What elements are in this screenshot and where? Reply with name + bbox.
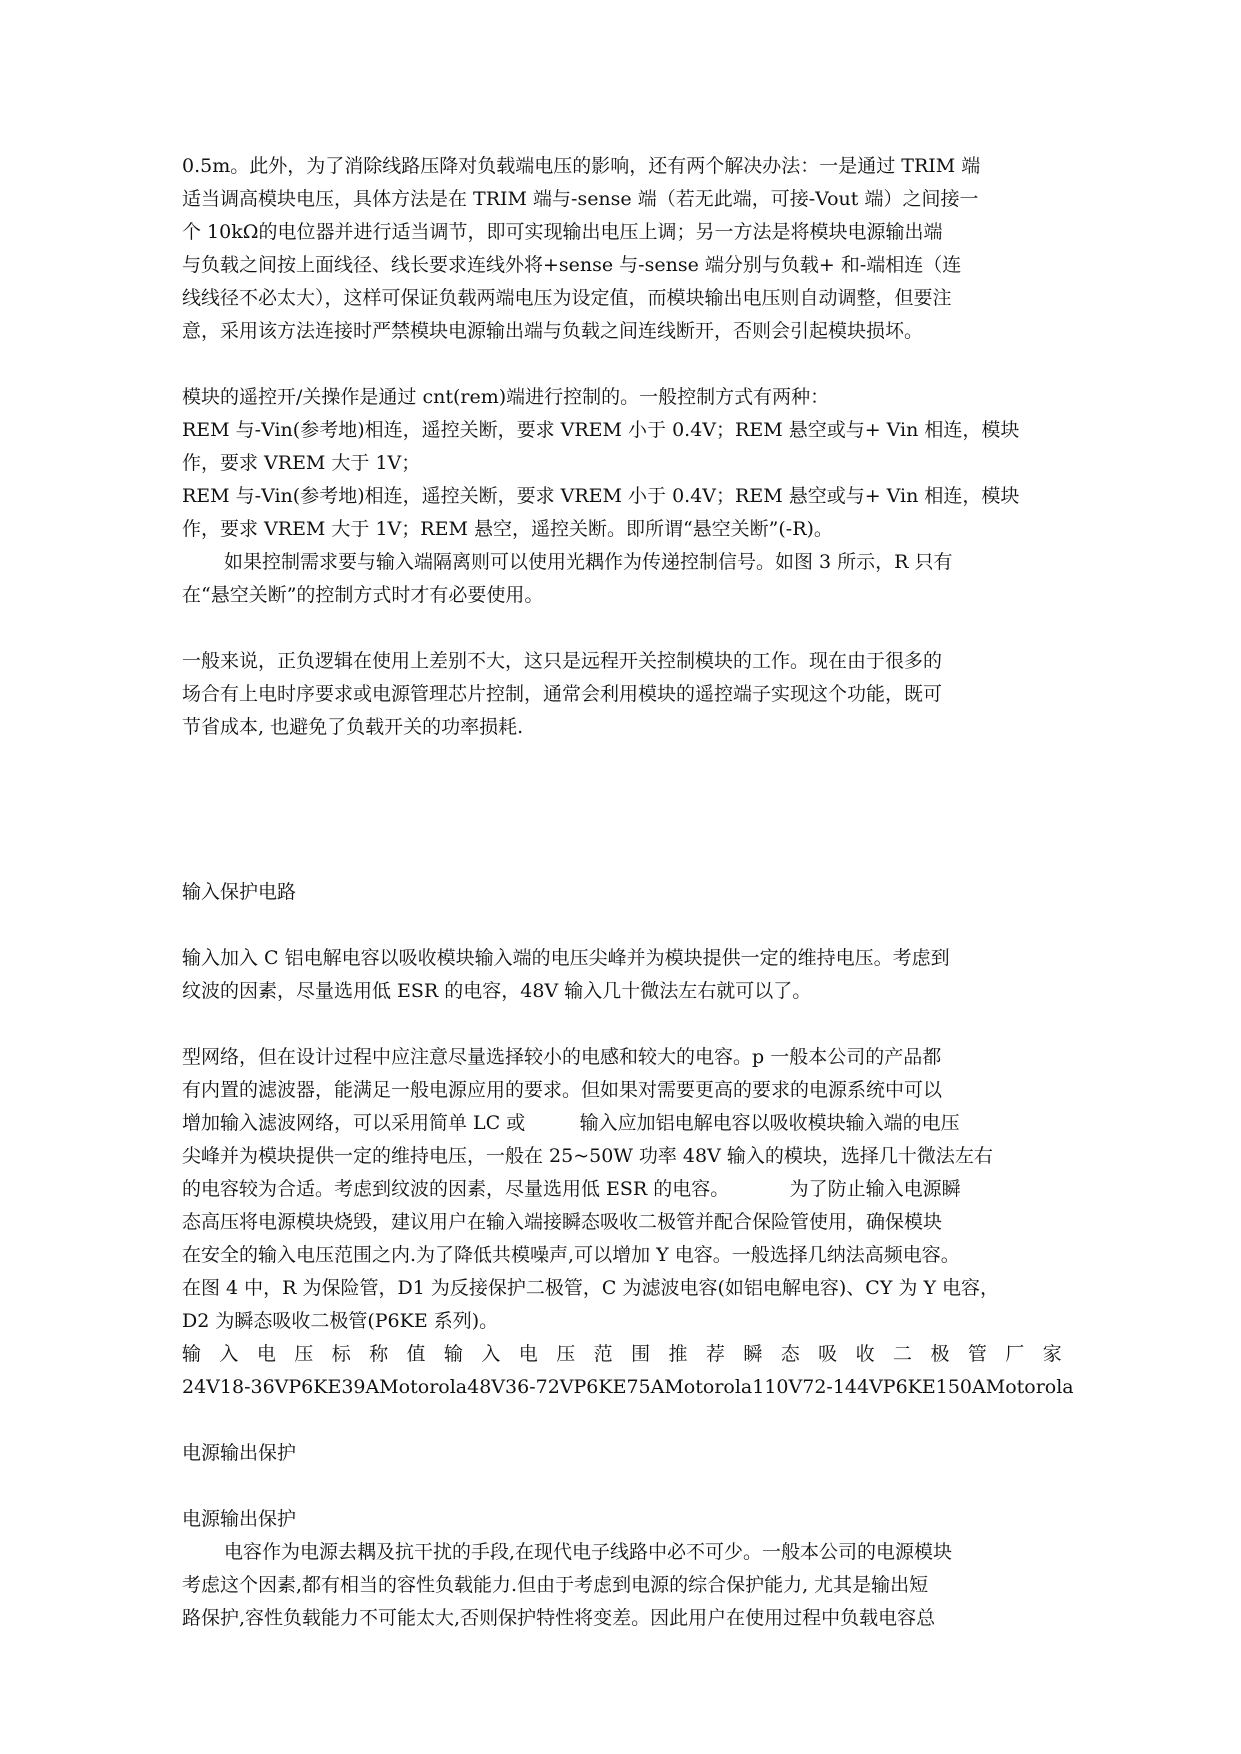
table-header-char: 二 [893,1343,913,1365]
text-line: 作，要求 VREM 大于 1V；REM 悬空，遥控关断。即所谓“悬空关断”(-R)。 [182,518,833,540]
table-header-char: 收 [855,1343,875,1365]
table-header-char: 压 [294,1343,314,1365]
subsection-heading-output-protection [182,1503,1062,1536]
document-page [182,150,1074,1635]
table-header-char: 极 [930,1343,950,1365]
table-header-char: 厂 [1005,1343,1025,1365]
text-line: 适当调高模块电压，具体方法是在 TRIM 端与-sense 端（若无此端，可接-Vout 端）之间接一 [182,188,979,210]
text-line: 与负载之间按上面线径、线长要求连线外将+sense 与-sense 端分别与负载+ 和-端相连（连 [182,254,962,276]
table-header-char: 电 [518,1343,538,1365]
text-line: 增加输入滤波网络，可以采用简单 LC 或 输入应加铝电解电容以吸收模块输入端的电压 [182,1112,960,1134]
text-line: D2 为瞬态吸收二极管(P6KE 系列)。 [182,1310,499,1332]
table-header-char: 吸 [818,1343,838,1365]
text-line: 有内置的滤波器，能满足一般电源应用的要求。但如果对需要更高的要求的电源系统中可以 [182,1079,943,1101]
section-heading: 电源输出保护 [182,1508,297,1530]
section-heading-output-protection [182,1437,1062,1470]
text-line: 尖峰并为模块提供一定的维持电压，一般在 25~50W 功率 48V 输入的模块，选择几十微法左右 [182,1145,993,1167]
text-line: 个 10kΩ的电位器并进行适当调节，即可实现输出电压上调；另一方法是将模块电源输出端 [182,221,943,243]
tvs-table-text [182,1338,1074,1404]
text-line: 在图 4 中，R 为保险管，D1 为反接保护二极管，C 为滤波电容(如铝电解电容)、CY 为 Y 电容， [182,1277,1000,1299]
paragraph-input-capacitor [182,942,1062,1008]
table-header-char: 推 [668,1343,688,1365]
table-header-char: 标 [331,1343,351,1365]
table-header-char: 压 [556,1343,576,1365]
text-line: 意，采用该方法连接时严禁模块电源输出端与负载之间连线断开，否则会引起模块损坏。 [182,320,924,342]
text-line: 一般来说，正负逻辑在使用上差别不大，这只是远程开关控制模块的工作。现在由于很多的 [182,650,943,672]
table-header-char: 围 [631,1343,651,1365]
paragraph-remote-control [182,381,1062,546]
text-line: 型网络，但在设计过程中应注意尽量选择较小的电感和较大的电容。p 一般本公司的产品都 [182,1046,942,1068]
text-line: 态高压将电源模块烧毁，建议用户在输入端接瞬态吸收二极管并配合保险管使用，确保模块 [182,1211,943,1233]
table-header-char: 入 [481,1343,501,1365]
text-line: 线线径不必太大），这样可保证负载两端电压为设定值，而模块输出电压则自动调整，但要注 [182,287,952,309]
table-header-char: 瞬 [743,1343,763,1365]
text-line: 的电容较为合适。考虑到纹波的因素，尽量选用低 ESR 的电容。 为了防止输入电源瞬 [182,1178,961,1200]
table-header-char: 管 [967,1343,987,1365]
paragraph-input-filter [182,1041,1062,1338]
text-line: 节省成本, 也避免了负载开关的功率损耗. [182,716,524,738]
table-header-char: 范 [593,1343,613,1365]
text-line: 如果控制需求要与输入端隔离则可以使用光耦作为传递控制信号。如图 3 所示，R 只有 [224,551,953,573]
table-header-char: 态 [780,1343,800,1365]
text-line: 电容作为电源去耦及抗干扰的手段,在现代电子线路中必不可少。一般本公司的电源模块 [224,1541,953,1563]
text-line: 0.5m。此外，为了消除线路压降对负载端电压的影响，还有两个解决办法：一是通过 TRIM 端 [182,155,981,177]
spacer [182,1404,1062,1437]
paragraph-trim-sense [182,150,1062,348]
spacer [182,1008,1062,1041]
text-line: REM 与-Vin(参考地)相连，遥控关断，要求 VREM 小于 0.4V；REM 悬空或与+ Vin 相连，模块 [182,485,1020,507]
spacer [182,612,1062,645]
text-line: 考虑这个因素,都有相当的容性负载能力.但由于考虑到电源的综合保护能力, 尤其是输出短 [182,1574,929,1596]
text-line: 输入加入 C 铝电解电容以吸收模块输入端的电压尖峰并为模块提供一定的维持电压。考虑到 [182,947,950,969]
table-header-char: 输 [182,1343,202,1365]
paragraph-optocoupler [182,546,1062,612]
section-heading: 输入保护电路 [182,881,297,903]
paragraph-logic [182,645,1062,744]
text-line: REM 与-Vin(参考地)相连，遥控关断，要求 VREM 小于 0.4V；REM 悬空或与+ Vin 相连，模块 [182,419,1020,441]
table-header-char: 输 [443,1343,463,1365]
text-line: 路保护,容性负载能力不可能太大,否则保护特性将变差。因此用户在使用过程中负载电容总 [182,1607,936,1629]
text-line: 在“悬空关断”的控制方式时才有必要使用。 [182,584,544,606]
table-header-line [182,1338,1062,1371]
text-line: 模块的遥控开/关操作是通过 cnt(rem)端进行控制的。一般控制方式有两种： [182,386,830,408]
spacer [182,744,1062,876]
section-heading: 电源输出保护 [182,1442,297,1464]
text-line: 场合有上电时序要求或电源管理芯片控制，通常会利用模块的遥控端子实现这个功能，既可 [182,683,943,705]
table-header-char: 称 [369,1343,389,1365]
section-heading-input-protection [182,876,1062,909]
table-header-char: 入 [219,1343,239,1365]
spacer [182,1470,1062,1503]
paragraph-capacitive-load [182,1536,1062,1635]
table-header-char: 值 [406,1343,426,1365]
text-line: 作，要求 VREM 大于 1V； [182,452,421,474]
table-header-char: 家 [1042,1343,1062,1365]
table-header-char: 荐 [705,1343,725,1365]
text-line: 纹波的因素，尽量选用低 ESR 的电容，48V 输入几十微法左右就可以了。 [182,980,812,1002]
spacer [182,348,1062,381]
table-header-char: 电 [256,1343,276,1365]
text-line: 在安全的输入电压范围之内.为了降低共模噪声,可以增加 Y 电容。一般选择几纳法高频电容。 [182,1244,960,1266]
spacer [182,909,1062,942]
table-row-line: 24V18-36VP6KE39AMotorola48V36-72VP6KE75AMotorola110V72-144VP6KE150AMotorola [182,1376,1074,1398]
